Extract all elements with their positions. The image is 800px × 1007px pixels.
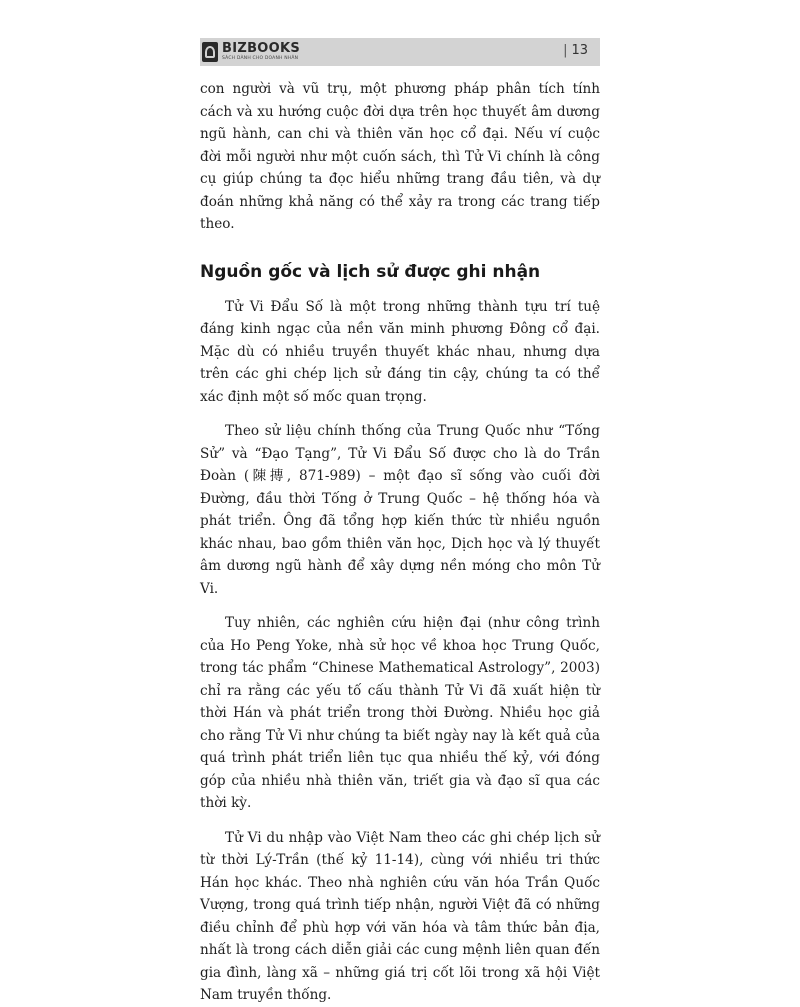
bizbooks-logo-icon: [202, 42, 218, 62]
section-heading: Nguồn gốc và lịch sử được ghi nhận: [200, 261, 541, 282]
body-paragraph: Tử Vi Đẩu Số là một trong những thành tựu trí tuệ đáng kinh ngạc của nền văn minh phương Đông cổ đại. Mặc dù có nhiều truyền thuyết khác nhau, nhưng dựa trên các ghi chép lịch sử đáng tin cậy, chúng ta có thể xác định một số mốc quan trọng.: [200, 298, 600, 405]
page-number: [563, 43, 588, 58]
body-paragraph: Tuy nhiên, các nghiên cứu hiện đại (như công trình của Ho Peng Yoke, nhà sử học về khoa học Trung Quốc, trong tác phẩm “Chinese Mathematical Astrology”, 2003) chỉ ra rằng các yếu tố cấu thành Tử Vi đã xuất hiện từ thời Hán và phát triển trong thời Đường. Nhiều học giả cho rằng Tử Vi như chúng ta biết ngày nay là kết quả của quá trình phát triển liên tục qua nhiều thế kỷ, với đóng góp của nhiều nhà thiên văn, triết gia và đạo sĩ qua các thời kỳ.: [200, 615, 600, 811]
page-number-separator: |: [563, 43, 568, 58]
body-paragraph: Tử Vi du nhập vào Việt Nam theo các ghi chép lịch sử từ thời Lý-Trần (thế kỷ 11-14), cùng với nhiều tri thức Hán học khác. Theo nhà nghiên cứu văn hóa Trần Quốc Vượng, trong quá trình tiếp nhận, người Việt đã có những điều chỉnh để phù hợp với văn hóa và tâm thức bản địa, nhất là trong cách diễn giải các cung mệnh liên quan đến gia đình, làng xã – những giá trị cốt lõi trong xã hội Việt Nam truyền thống.: [200, 829, 600, 1003]
logo-name: BIZBOOKS: [222, 41, 301, 57]
publisher-logo: [202, 40, 300, 64]
page-number-value: 13: [571, 43, 588, 58]
logo-tagline: SÁCH DÀNH CHO DOANH NHÂN: [222, 56, 299, 62]
page-body: [200, 78, 600, 1007]
body-paragraph: Theo sử liệu chính thống của Trung Quốc như “Tống Sử” và “Đạo Tạng”, Tử Vi Đẩu Số được cho là do Trần Đoàn (陳摶, 871-989) – một đạo sĩ sống vào cuối đời Đường, đầu thời Tống ở Trung Quốc – hệ thống hóa và phát triển. Ông đã tổng hợp kiến thức từ nhiều nguồn khác nhau, bao gồm thiên văn học, Dịch học và lý thuyết âm dương ngũ hành để xây dựng nền móng cho môn Tử Vi.: [200, 423, 600, 597]
intro-paragraph: con người và vũ trụ, một phương pháp phân tích tính cách và xu hướng cuộc đời dựa trên học thuyết âm dương ngũ hành, can chi và thiên văn học cổ đại. Nếu ví cuộc đời mỗi người như một cuốn sách, thì Tử Vi chính là công cụ giúp chúng ta đọc hiểu những trang đầu tiên, và dự đoán những khả năng có thể xảy ra trong các trang tiếp theo.: [200, 81, 600, 232]
